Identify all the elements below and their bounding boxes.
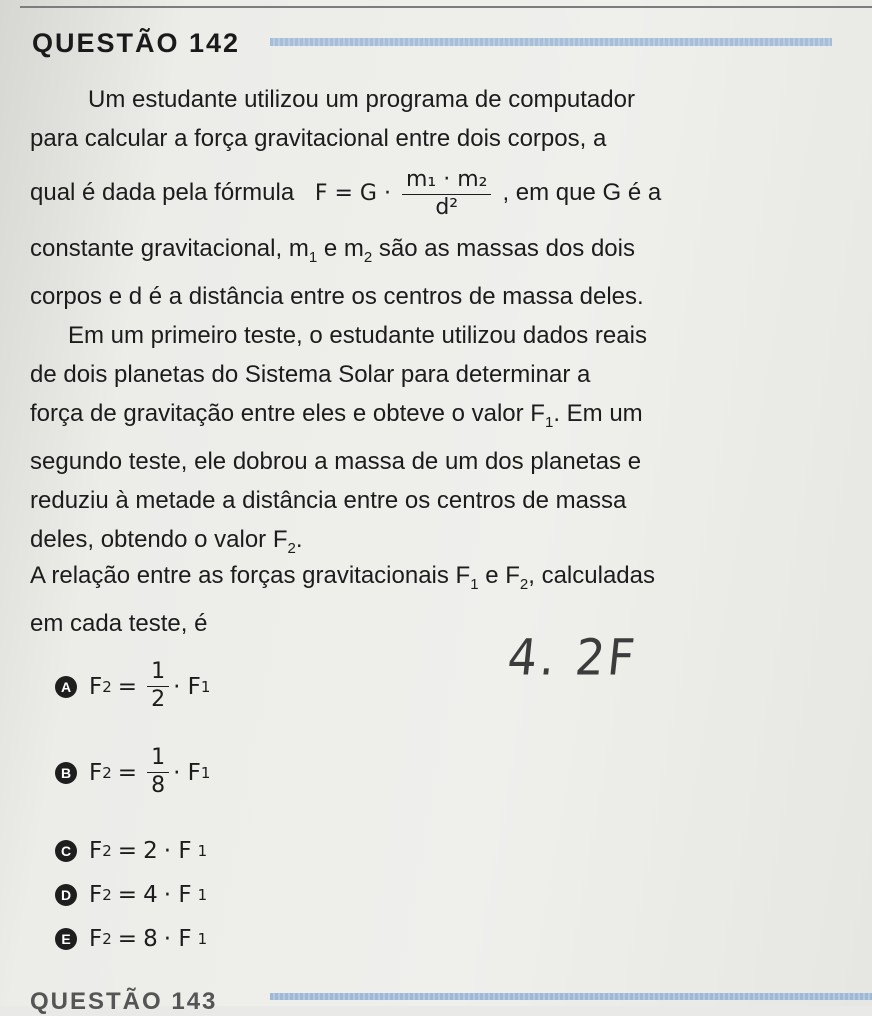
text-line: de dois planetas do Sistema Solar para determinar a [30, 361, 591, 388]
subscript: 2 [102, 930, 112, 948]
title-bar [270, 38, 832, 46]
text-fragment: . [295, 526, 303, 553]
fraction-denominator: 8 [151, 773, 166, 798]
text-line: em cada teste, é [30, 610, 208, 637]
option-b[interactable] [55, 746, 210, 799]
fraction-denominator: 2 [151, 687, 166, 712]
subscript: 2 [287, 540, 296, 557]
formula-fraction [402, 168, 491, 221]
text-fragment: constante gravitacional, m [30, 235, 309, 262]
expr-part: F [89, 926, 103, 952]
subscript: 1 [200, 763, 211, 782]
fraction-numerator: 1 [147, 746, 169, 773]
expr-op: = [117, 759, 138, 786]
text-fragment: força de gravitação entre eles e obteve o valor F [30, 400, 545, 427]
formula-numerator: m₁ · m₂ [402, 168, 491, 195]
expr-part: · F [163, 926, 192, 952]
text-line: Um estudante utilizou um programa de computador [88, 86, 635, 113]
subscript: 2 [102, 842, 112, 860]
option-expression [89, 660, 210, 713]
option-e[interactable] [55, 926, 207, 952]
expr-part: · F [163, 838, 192, 864]
option-expression [89, 926, 207, 952]
question-title: QUESTÃO 142 [32, 28, 241, 58]
option-d[interactable] [55, 882, 207, 908]
expr-factor: 8 [143, 926, 158, 952]
subscript: 2 [519, 576, 529, 593]
option-fraction [147, 746, 169, 799]
text-line: Em um primeiro teste, o estudante utilizou dados reais [68, 322, 647, 349]
expr-part: F [89, 838, 103, 864]
text-line: para calcular a força gravitacional entre dois corpos, a [30, 125, 607, 152]
subscript: 1 [197, 886, 208, 904]
option-expression [89, 746, 210, 799]
option-letter-badge: D [55, 884, 77, 906]
subscript: 2 [102, 763, 112, 782]
expr-part: F [89, 759, 103, 786]
next-title-bar [270, 993, 872, 1000]
option-c[interactable] [55, 838, 207, 864]
text-fragment: são as massas dos dois [372, 235, 635, 262]
subscript: 1 [197, 842, 208, 860]
expr-op: = [117, 838, 138, 864]
expr-part: F [89, 882, 103, 908]
option-expression [89, 838, 207, 864]
subscript: 2 [102, 886, 112, 904]
text-line: reduziu à metade a distância entre os centros de massa [30, 487, 627, 514]
option-expression [89, 882, 207, 908]
subscript: 1 [308, 249, 318, 266]
option-letter-badge: A [55, 676, 77, 698]
expr-part: F [89, 673, 103, 700]
option-letter-badge: E [55, 928, 77, 950]
subscript: 1 [197, 930, 208, 948]
expr-part: · F [173, 673, 201, 700]
option-a[interactable] [55, 660, 210, 713]
option-letter-badge: B [55, 762, 77, 784]
text-line [30, 394, 860, 442]
subscript: 2 [363, 249, 373, 266]
expr-op: = [117, 926, 138, 952]
text-line [30, 556, 860, 604]
subscript: 1 [470, 576, 479, 593]
text-fragment: e F [478, 562, 520, 589]
text-fragment: e m [317, 235, 364, 262]
text-line: corpos e d é a distância entre os centros de massa deles. [30, 283, 644, 310]
expr-factor: 4 [143, 882, 158, 908]
formula-lhs: F = G · [314, 181, 391, 206]
text-fragment: A relação entre as forças gravitacionais F [30, 562, 471, 589]
question-prompt [30, 556, 860, 643]
expr-op: = [117, 882, 138, 908]
formula-line [30, 158, 860, 229]
text-fragment: deles, obtendo o valor F [30, 526, 288, 553]
text-line: segundo teste, ele dobrou a massa de um dos planetas e [30, 448, 642, 475]
expr-factor: 2 [143, 838, 158, 864]
text-line [30, 229, 860, 277]
option-letter-badge: C [55, 840, 77, 862]
next-question-title: QUESTÃO 143 [30, 988, 218, 1015]
expr-op: = [117, 673, 138, 700]
text-fragment: qual é dada pela fórmula [30, 179, 295, 206]
option-fraction [147, 660, 169, 713]
text-fragment: . Em um [553, 400, 643, 427]
subscript: 2 [102, 677, 112, 696]
gravity-formula [314, 166, 503, 220]
formula-denominator: d² [435, 194, 459, 220]
subscript: 1 [544, 414, 554, 431]
text-fragment: , em que G é a [502, 179, 662, 206]
fraction-numerator: 1 [147, 660, 169, 687]
statement-paragraph-2 [30, 316, 860, 568]
subscript: 1 [200, 677, 211, 696]
handwritten-note: 4. 2F [504, 627, 641, 687]
expr-part: · F [173, 759, 201, 786]
text-fragment: , calculadas [528, 562, 655, 589]
statement-paragraph-1 [30, 80, 860, 316]
top-rule [20, 6, 872, 8]
expr-part: · F [163, 882, 192, 908]
